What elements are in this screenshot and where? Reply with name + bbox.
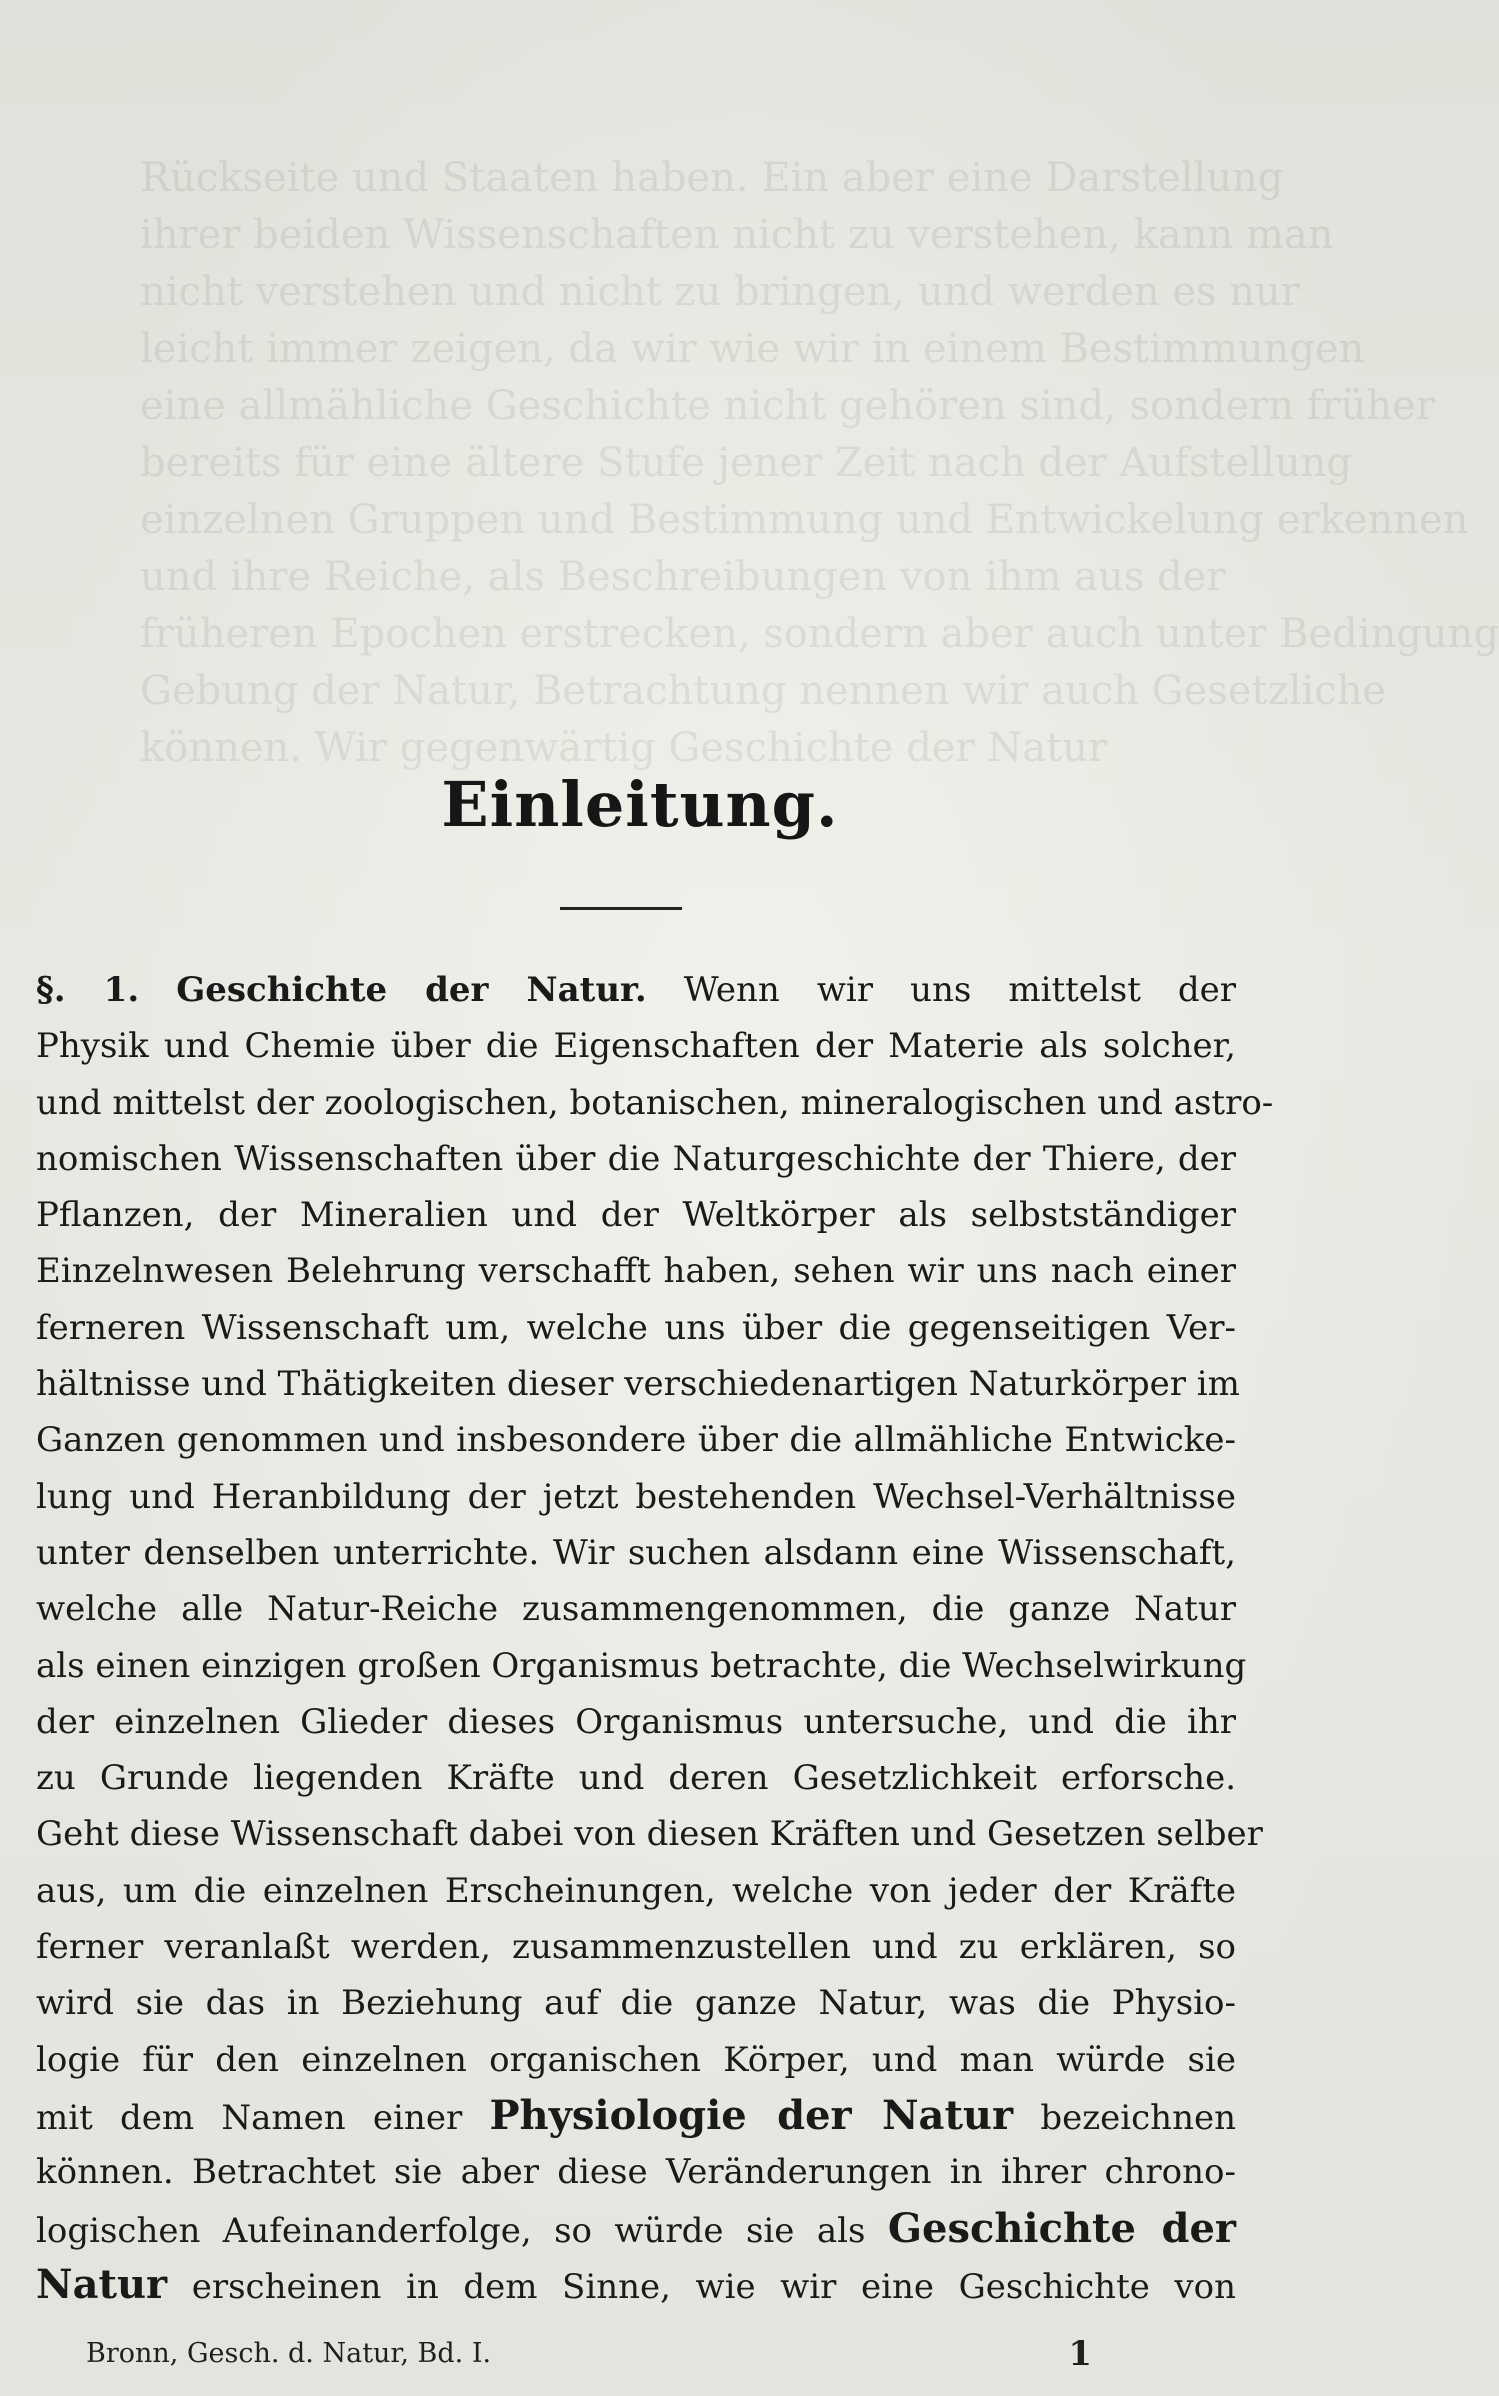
- line-text: logischen Aufeinanderfolge, so würde sie als: [36, 2210, 866, 2251]
- text-line: ferneren Wissenschaft um, welche uns über die gegenseitigen Ver-: [36, 1307, 1236, 1348]
- text-line: hältnisse und Thätigkeiten dieser verschiedenartigen Naturkörper im: [36, 1364, 1240, 1405]
- section-heading: Geschichte der Natur.: [176, 970, 647, 1010]
- text-line: können. Betrachtet sie aber diese Veränderungen in ihrer chrono-: [36, 2152, 1236, 2193]
- body-text: [36, 962, 1274, 2313]
- text-line: wird sie das in Beziehung auf die ganze Natur, was die Physio-: [36, 1983, 1236, 2024]
- printer-signature: Bronn, Gesch. d. Natur, Bd. I.: [86, 2338, 492, 2369]
- text-line: [36, 962, 1236, 1018]
- text-line: unter denselben unterrichte. Wir suchen alsdann eine Wissenschaft,: [36, 1532, 1236, 1573]
- line-text: erscheinen in dem Sinne, wie wir eine Geschichte von: [191, 2266, 1237, 2307]
- text-line: [36, 2257, 1236, 2313]
- emphasized-term: Geschichte der: [887, 2204, 1236, 2252]
- chapter-title: Einleitung.: [441, 768, 839, 841]
- page-number: 1: [1068, 2334, 1092, 2374]
- line-text: mit dem Namen einer: [36, 2097, 463, 2138]
- title-divider: [560, 907, 682, 910]
- text-line: zu Grunde liegenden Kräfte und deren Gesetzlichkeit erforsche.: [36, 1758, 1236, 1799]
- text-line: Einzelnwesen Belehrung verschafft haben, sehen wir uns nach einer: [36, 1251, 1236, 1292]
- text-line: und mittelst der zoologischen, botanischen, mineralogischen und astro-: [36, 1082, 1274, 1123]
- page-footer: [86, 2334, 1216, 2374]
- text-line: Geht diese Wissenschaft dabei von diesen Kräften und Gesetzen selber: [36, 1814, 1263, 1855]
- text-line: lung und Heranbildung der jetzt bestehenden Wechsel-Verhältnisse: [36, 1476, 1236, 1517]
- text-line: welche alle Natur-Reiche zusammengenommen, die ganze Natur: [36, 1589, 1236, 1630]
- emphasized-term: Natur: [36, 2260, 168, 2308]
- show-through-text: Rückseite und Staaten haben. Ein aber eine Darstellung ihrer beiden Wissenschaften nicht zu verstehen, kann man nicht verstehen und nicht zu bringen, und werden es nur leicht immer zeigen, da wir wie wir in einem Bestimmungen eine allmähliche Geschichte nicht gehören sind, sondern früher bereits für eine ältere Stufe jener Zeit nach der Aufstellung einzelnen Gruppen und Bestimmung und Entwickelung erkennen und ihre Reiche, als Beschreibungen von ihm aus der früheren Epochen erstrecken, sondern aber auch unter Bedingung Gebung der Natur, Betrachtung nennen wir auch Gesetzliche können. Wir gegenwärtig Geschichte der Natur: [140, 155, 1499, 771]
- text-line: der einzelnen Glieder dieses Organismus untersuche, und die ihr: [36, 1701, 1236, 1742]
- text-line: [36, 2088, 1236, 2144]
- section-number: §. 1.: [36, 970, 140, 1010]
- text-line: [36, 2201, 1236, 2257]
- text-line: als einen einzigen großen Organismus betrachte, die Wechselwirkung: [36, 1645, 1247, 1686]
- text-line: Ganzen genommen und insbesondere über die allmähliche Entwicke-: [36, 1420, 1236, 1461]
- text-line: Physik und Chemie über die Eigenschaften der Materie als solcher,: [36, 1026, 1236, 1067]
- text-line: nomischen Wissenschaften über die Naturgeschichte der Thiere, der: [36, 1138, 1236, 1179]
- text-line: logie für den einzelnen organischen Körper, und man würde sie: [36, 2039, 1236, 2080]
- text-line: ferner veranlaßt werden, zusammenzustellen und zu erklären, so: [36, 1927, 1236, 1968]
- text-line: aus, um die einzelnen Erscheinungen, welche von jeder der Kräfte: [36, 1870, 1236, 1911]
- emphasized-term: Physiologie der Natur: [489, 2091, 1014, 2139]
- line-text: bezeichnen: [1040, 2097, 1236, 2138]
- text-line: Pflanzen, der Mineralien und der Weltkörper als selbstständiger: [36, 1195, 1236, 1236]
- line-text: Wenn wir uns mittelst der: [683, 970, 1237, 1010]
